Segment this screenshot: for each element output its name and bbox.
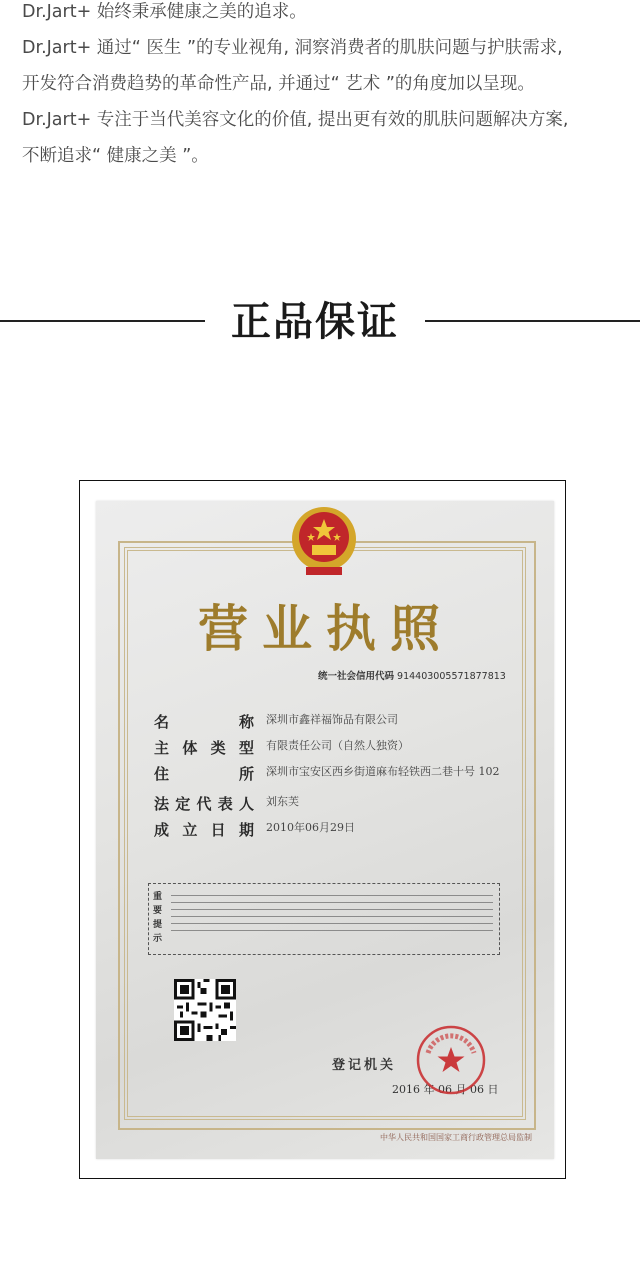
license-footer: 中华人民共和国国家工商行政管理总局监制 — [380, 1133, 532, 1142]
section-heading — [0, 296, 640, 356]
intro-line: Dr.Jart+ 始终秉承健康之美的追求。 — [22, 2, 307, 22]
notice-text-lines — [171, 890, 493, 937]
field-row — [154, 793, 534, 819]
field-value-name: 深圳市鑫祥福饰品有限公司 — [266, 713, 398, 726]
field-label: 住 所 — [154, 765, 254, 783]
credit-code-value: 914403005571877813 — [397, 671, 506, 682]
important-notice — [148, 883, 500, 955]
field-value-date: 2010年06月29日 — [266, 821, 355, 834]
field-row — [154, 737, 534, 763]
license-fields — [154, 711, 534, 845]
field-value-type: 有限责任公司（自然人独资） — [266, 739, 409, 752]
field-row — [154, 763, 534, 793]
notice-side-label: 重要提示 — [153, 892, 163, 944]
field-value-representative: 刘东芙 — [266, 795, 299, 808]
credit-code — [318, 668, 506, 682]
field-label: 成 立 日 期 — [154, 821, 254, 839]
divider-left — [0, 320, 205, 322]
field-value-address: 深圳市宝安区西乡街道麻布轻铁西二巷十号 102 — [266, 765, 500, 778]
business-license — [96, 501, 554, 1159]
intro-line: Dr.Jart+ 专注于当代美容文化的价值, 提出更有效的肌肤问题解决方案, — [22, 110, 569, 130]
field-label: 名 称 — [154, 713, 254, 731]
official-seal-icon — [414, 1023, 488, 1097]
intro-line: Dr.Jart+ 通过“ 医生 ”的专业视角, 洞察消费者的肌肤问题与护肤需求, — [22, 38, 563, 58]
field-label: 主 体 类 型 — [154, 739, 254, 757]
section-title: 正品保证 — [231, 299, 399, 345]
registration-date: 2016 年 06 月 06 日 — [392, 1083, 499, 1096]
divider-right — [425, 320, 640, 322]
field-label: 法 定 代 表 人 — [154, 795, 254, 813]
field-row — [154, 711, 534, 737]
field-row — [154, 819, 534, 845]
registration-authority: 登记机关 — [332, 1058, 397, 1073]
intro-line: 开发符合消费趋势的革命性产品, 并通过“ 艺术 ”的角度加以呈现。 — [22, 74, 535, 94]
intro-text — [22, 0, 632, 174]
credit-code-label: 统一社会信用代码 — [318, 671, 395, 682]
license-title: 营业执照 — [198, 599, 454, 658]
qr-code-icon — [174, 979, 236, 1041]
national-emblem-icon — [282, 503, 366, 581]
license-image-frame — [79, 480, 566, 1179]
intro-line: 不断追求“ 健康之美 ”。 — [22, 146, 209, 166]
